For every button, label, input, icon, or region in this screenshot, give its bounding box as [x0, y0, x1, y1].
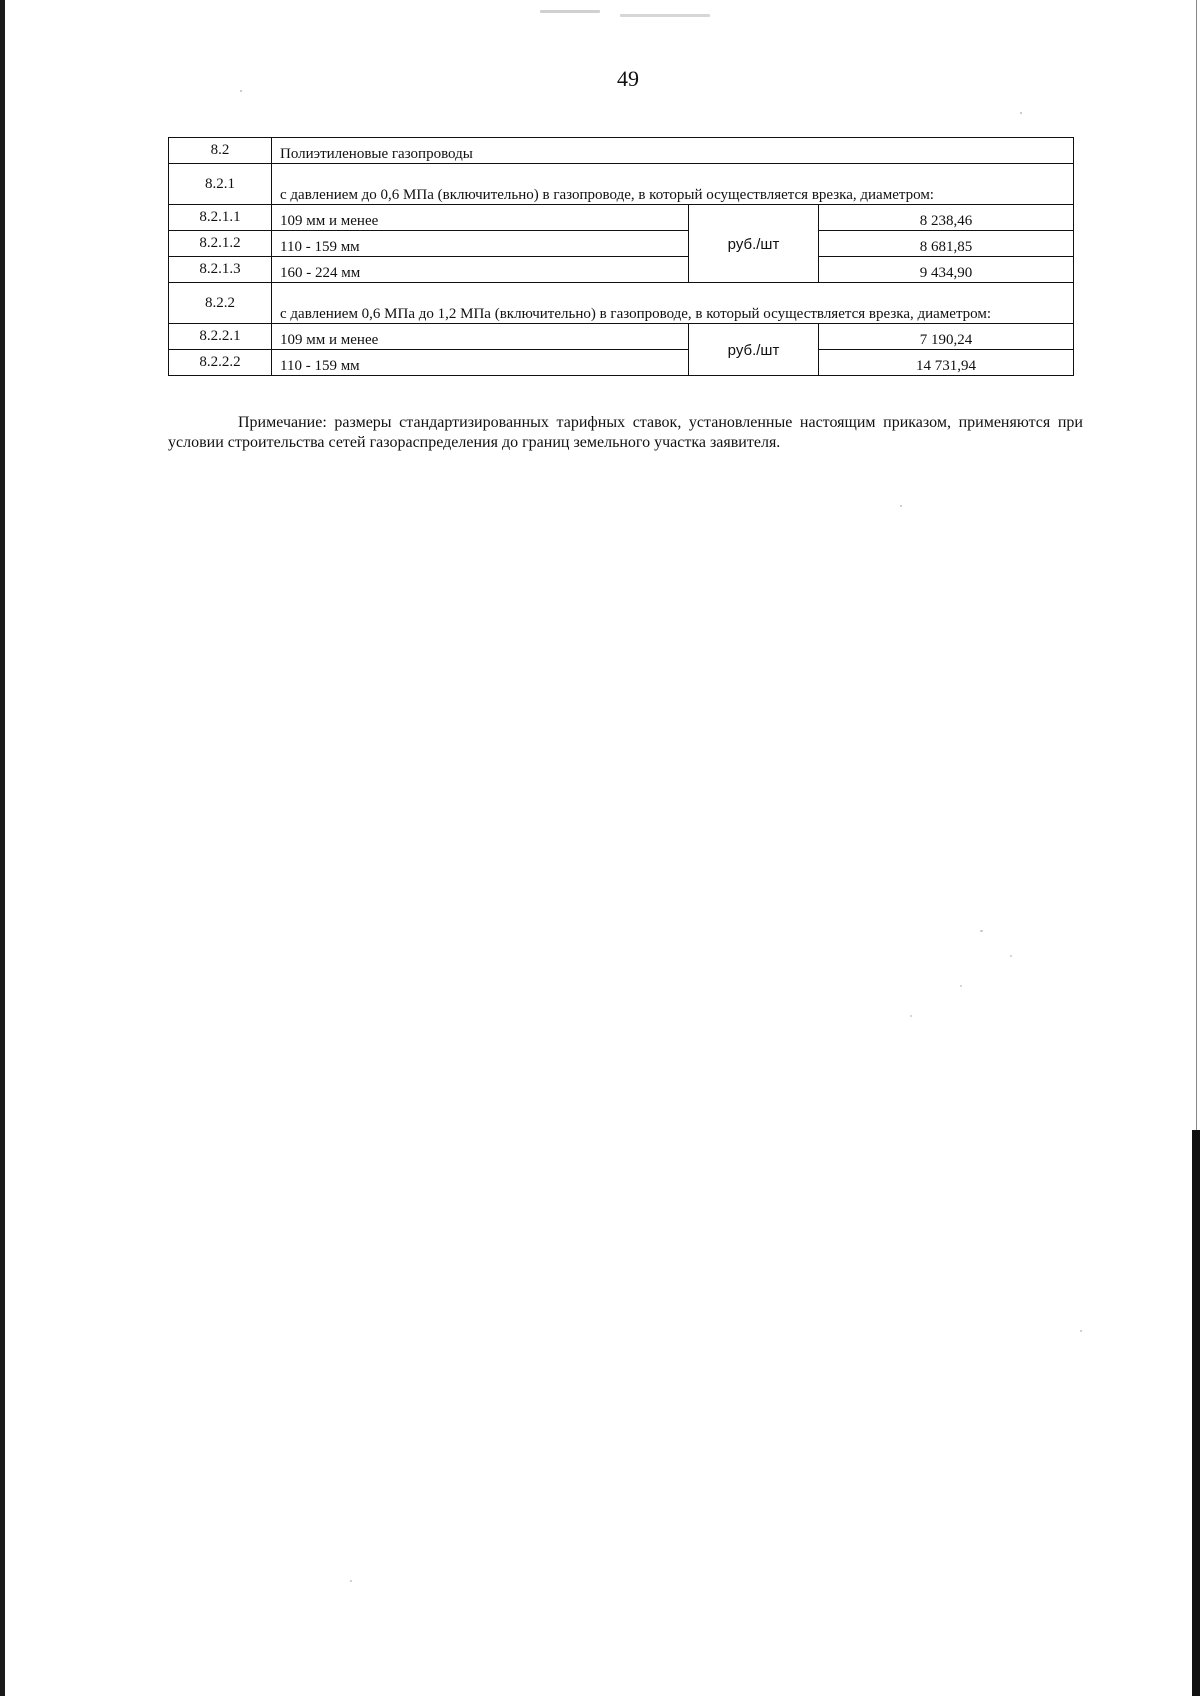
row-code: 8.2.2.2: [169, 350, 272, 376]
table-row-section: [169, 138, 1074, 164]
group-title: с давлением до 0,6 МПа (включительно) в газопроводе, в который осуществляется врезка, диаметром:: [272, 164, 1074, 205]
scan-speck: [1010, 955, 1012, 957]
group-code: 8.2.1: [169, 164, 272, 205]
table-row: [169, 350, 1074, 376]
group-code: 8.2.2: [169, 283, 272, 324]
row-value: 7 190,24: [819, 324, 1074, 350]
scan-speck: [620, 14, 710, 17]
row-diameter: 109 мм и менее: [272, 324, 689, 350]
row-value: 8 681,85: [819, 231, 1074, 257]
tariff-table: [168, 137, 1074, 376]
note-paragraph: Примечание: размеры стандартизированных тарифных ставок, установленные настоящим приказом, применяются при условии строительства сетей газораспределения до границ земельного участка заявителя.: [168, 414, 1083, 451]
scan-speck: [900, 505, 902, 507]
scan-edge-right: [1196, 0, 1197, 1130]
row-code: 8.2.1.1: [169, 205, 272, 231]
scan-speck: [980, 930, 983, 932]
table-row: [169, 205, 1074, 231]
table-row: [169, 231, 1074, 257]
section-code: 8.2: [169, 138, 272, 164]
scan-edge-left: [0, 0, 5, 1696]
scan-speck: [350, 1580, 352, 1582]
row-code: 8.2.2.1: [169, 324, 272, 350]
row-value: 14 731,94: [819, 350, 1074, 376]
table-row: [169, 257, 1074, 283]
unit-cell: руб./шт: [689, 205, 819, 283]
scan-speck: [960, 985, 962, 987]
scan-speck: [1020, 112, 1022, 114]
row-value: 8 238,46: [819, 205, 1074, 231]
unit-cell: руб./шт: [689, 324, 819, 376]
scan-edge-right-dark: [1192, 1130, 1200, 1696]
row-diameter: 109 мм и менее: [272, 205, 689, 231]
row-code: 8.2.1.2: [169, 231, 272, 257]
page-number: 49: [617, 66, 639, 91]
row-diameter: 110 - 159 мм: [272, 231, 689, 257]
table-row-group: [169, 164, 1074, 205]
row-diameter: 110 - 159 мм: [272, 350, 689, 376]
row-diameter: 160 - 224 мм: [272, 257, 689, 283]
row-code: 8.2.1.3: [169, 257, 272, 283]
scan-speck: [1080, 1330, 1082, 1332]
section-title: Полиэтиленовые газопроводы: [272, 138, 1074, 164]
scan-speck: [540, 10, 600, 13]
group-title: с давлением 0,6 МПа до 1,2 МПа (включительно) в газопроводе, в который осуществляется врезка, диаметром:: [272, 283, 1074, 324]
table-row: [169, 324, 1074, 350]
table-row-group: [169, 283, 1074, 324]
row-value: 9 434,90: [819, 257, 1074, 283]
scan-speck: [910, 1015, 912, 1017]
scan-speck: [240, 90, 242, 92]
